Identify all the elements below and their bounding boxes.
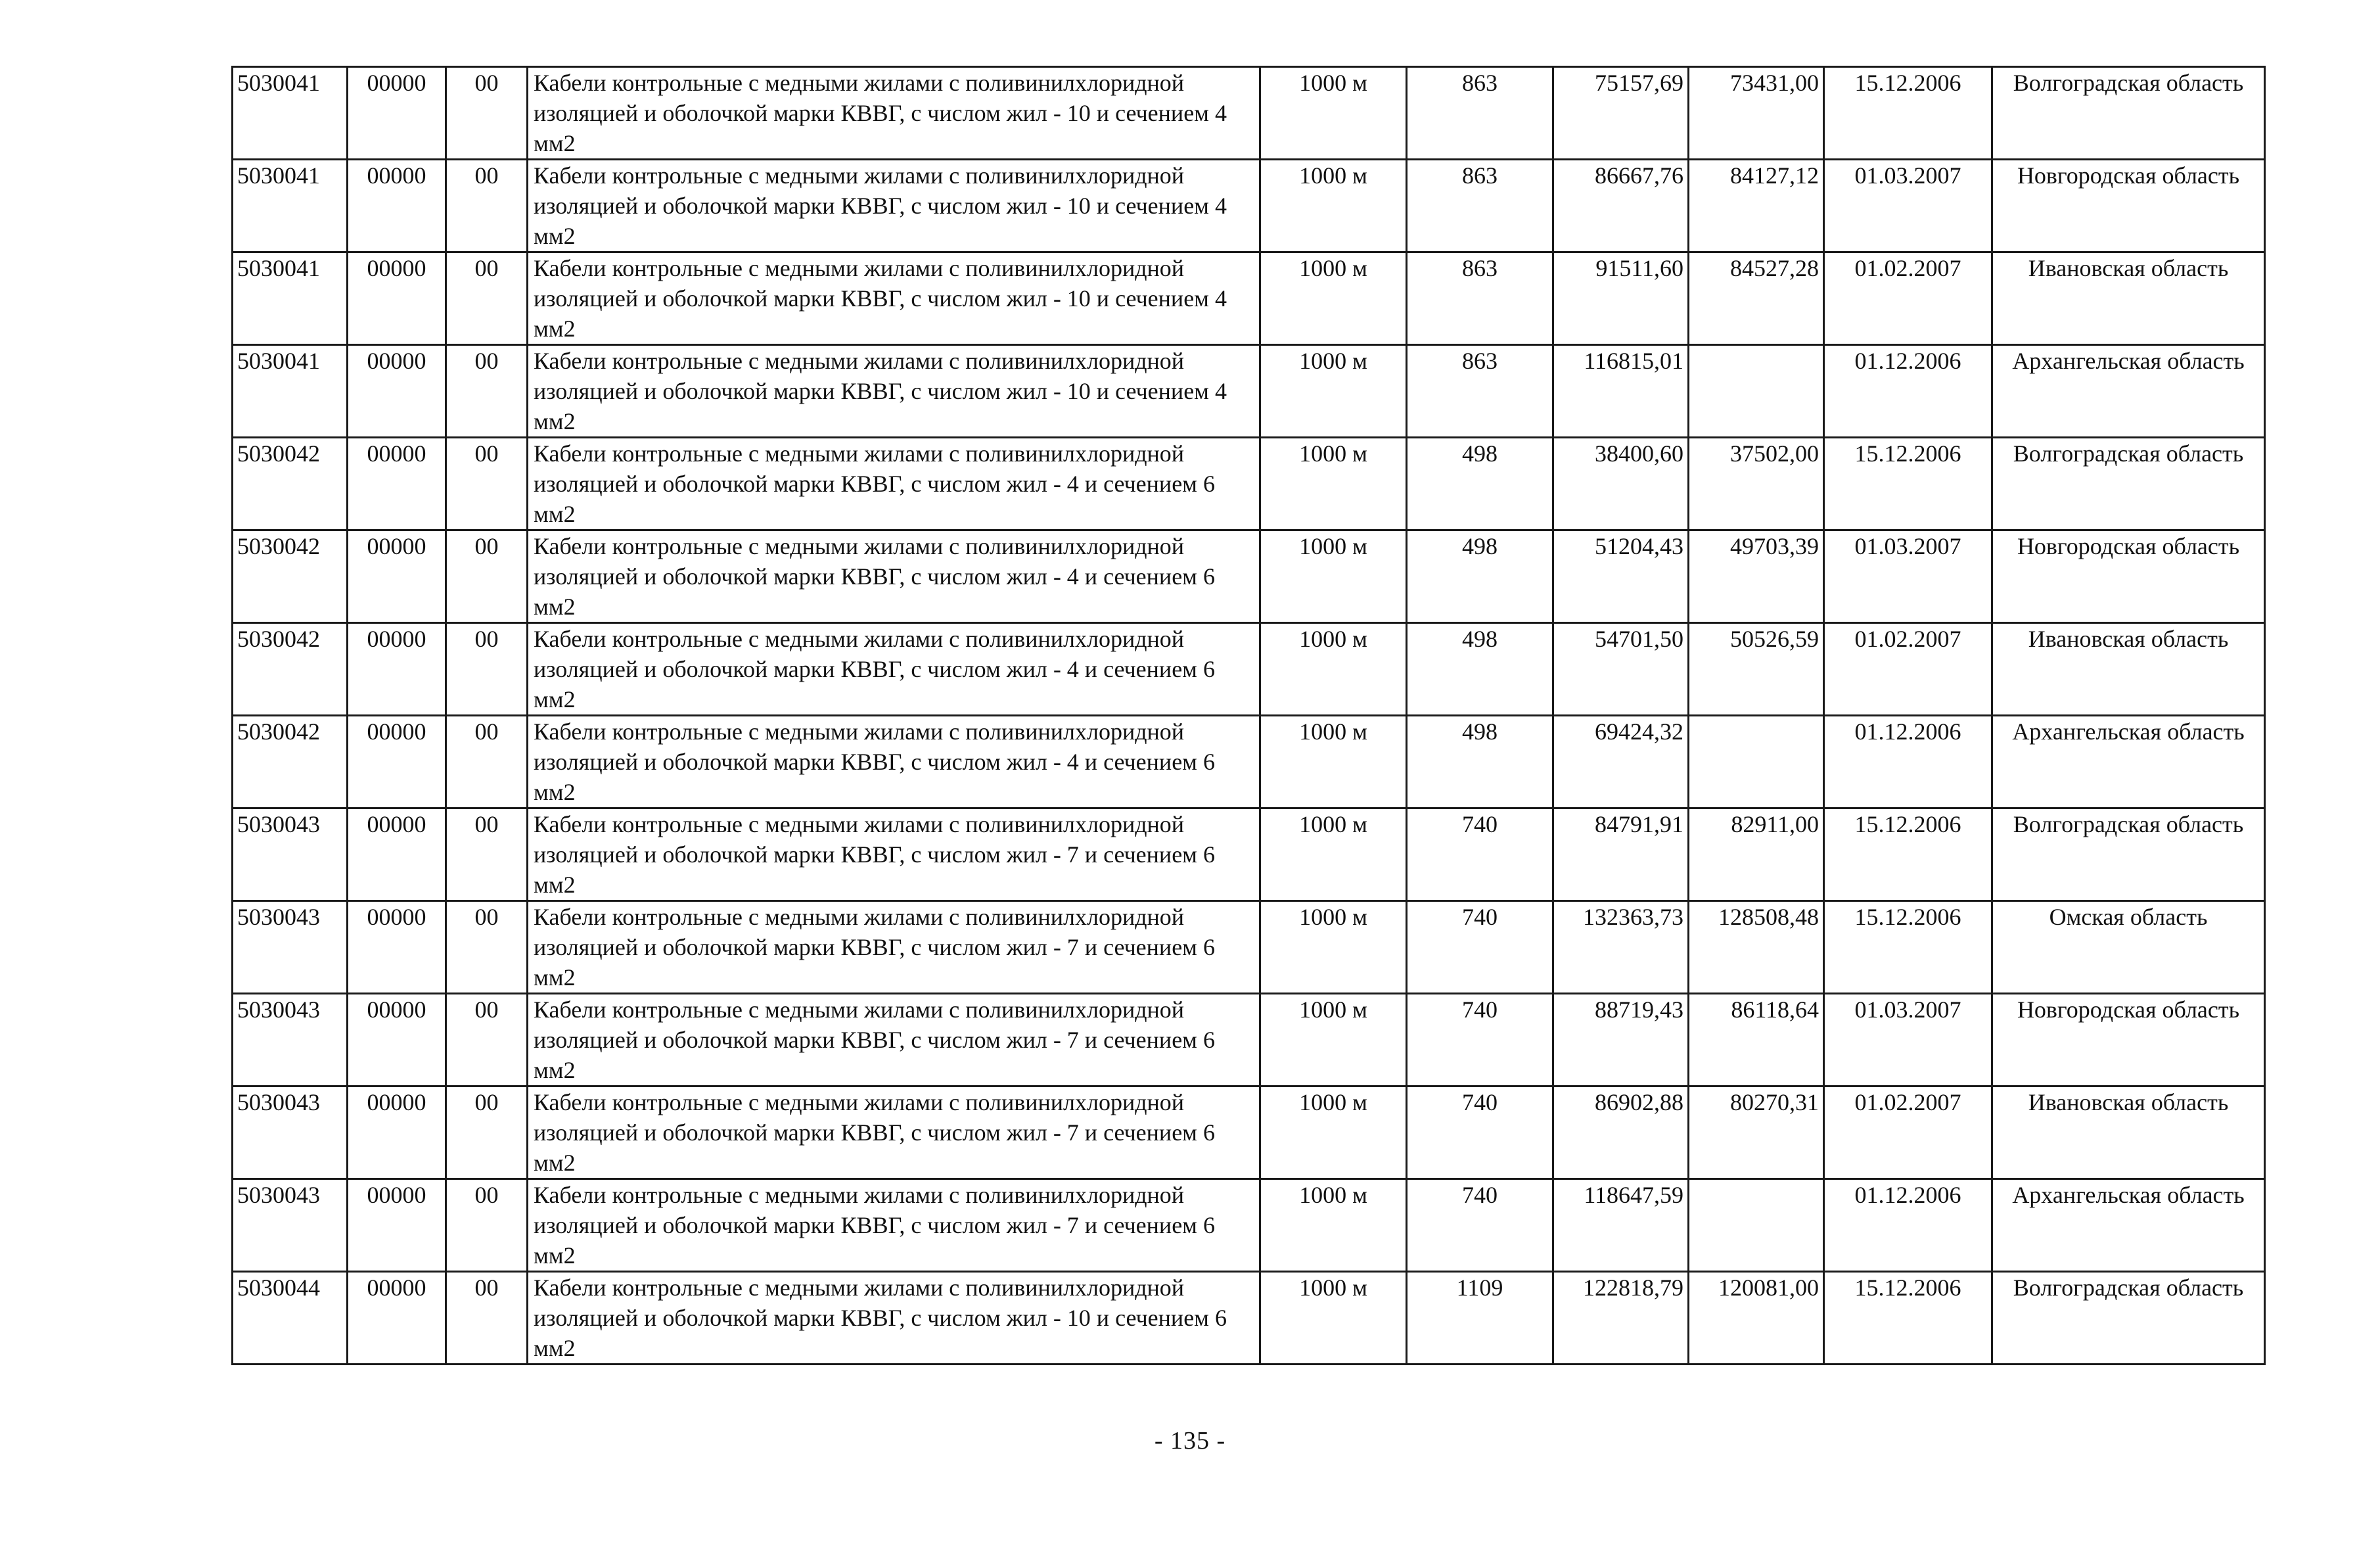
table-row	[233, 530, 2265, 623]
date-cell: 01.03.2007	[1824, 994, 1992, 1086]
unit-cell: 1000 м	[1260, 530, 1407, 623]
product-name-cell: Кабели контрольные с медными жилами с поливинилхлоридной изоляцией и оболочкой марки КВВГ, с числом жил - 10 и сечением 6 мм2	[528, 1272, 1260, 1365]
sub-code-cell: 00000	[348, 530, 446, 623]
table-row	[233, 716, 2265, 808]
table-body	[233, 67, 2265, 1365]
ext-code-cell: 00	[446, 901, 528, 994]
ext-code-cell: 00	[446, 623, 528, 716]
table-row	[233, 901, 2265, 994]
product-name-cell: Кабели контрольные с медными жилами с поливинилхлоридной изоляцией и оболочкой марки КВВГ, с числом жил - 4 и сечением 6 мм2	[528, 438, 1260, 530]
date-cell: 01.03.2007	[1824, 160, 1992, 252]
price-cell: 54701,50	[1553, 623, 1689, 716]
unit-cell: 1000 м	[1260, 1086, 1407, 1179]
unit-cell: 1000 м	[1260, 438, 1407, 530]
ext-code-cell: 00	[446, 160, 528, 252]
product-name-cell: Кабели контрольные с медными жилами с поливинилхлоридной изоляцией и оболочкой марки КВВГ, с числом жил - 10 и сечением 4 мм2	[528, 345, 1260, 438]
ext-code-cell: 00	[446, 1179, 528, 1272]
product-name-cell: Кабели контрольные с медными жилами с поливинилхлоридной изоляцией и оболочкой марки КВВГ, с числом жил - 4 и сечением 6 мм2	[528, 716, 1260, 808]
table-row	[233, 160, 2265, 252]
table-row	[233, 994, 2265, 1086]
product-name-cell: Кабели контрольные с медными жилами с поливинилхлоридной изоляцией и оболочкой марки КВВГ, с числом жил - 10 и сечением 4 мм2	[528, 67, 1260, 160]
ext-code-cell: 00	[446, 252, 528, 345]
sub-code-cell: 00000	[348, 808, 446, 901]
price-alt-cell	[1689, 716, 1824, 808]
region-cell: Новгородская область	[1992, 160, 2265, 252]
price-cell: 116815,01	[1553, 345, 1689, 438]
table-row	[233, 623, 2265, 716]
price-alt-cell: 86118,64	[1689, 994, 1824, 1086]
unit-cell: 1000 м	[1260, 1272, 1407, 1365]
sub-code-cell: 00000	[348, 160, 446, 252]
price-cell: 118647,59	[1553, 1179, 1689, 1272]
ext-code-cell: 00	[446, 716, 528, 808]
unit-code-cell: 740	[1407, 901, 1553, 994]
unit-code-cell: 863	[1407, 345, 1553, 438]
price-alt-cell: 50526,59	[1689, 623, 1824, 716]
price-alt-cell	[1689, 1179, 1824, 1272]
unit-cell: 1000 м	[1260, 67, 1407, 160]
price-alt-cell: 73431,00	[1689, 67, 1824, 160]
unit-code-cell: 498	[1407, 623, 1553, 716]
price-cell: 132363,73	[1553, 901, 1689, 994]
region-cell: Ивановская область	[1992, 1086, 2265, 1179]
date-cell: 15.12.2006	[1824, 67, 1992, 160]
unit-cell: 1000 м	[1260, 994, 1407, 1086]
unit-cell: 1000 м	[1260, 623, 1407, 716]
sub-code-cell: 00000	[348, 716, 446, 808]
ext-code-cell: 00	[446, 808, 528, 901]
sub-code-cell: 00000	[348, 1272, 446, 1365]
price-alt-cell: 120081,00	[1689, 1272, 1824, 1365]
sub-code-cell: 00000	[348, 1179, 446, 1272]
table-row	[233, 252, 2265, 345]
unit-code-cell: 740	[1407, 994, 1553, 1086]
table-row	[233, 1179, 2265, 1272]
price-cell: 91511,60	[1553, 252, 1689, 345]
sub-code-cell: 00000	[348, 438, 446, 530]
sub-code-cell: 00000	[348, 901, 446, 994]
ext-code-cell: 00	[446, 345, 528, 438]
product-code-cell: 5030044	[233, 1272, 348, 1365]
date-cell: 01.12.2006	[1824, 716, 1992, 808]
unit-cell: 1000 м	[1260, 901, 1407, 994]
sub-code-cell: 00000	[348, 67, 446, 160]
region-cell: Ивановская область	[1992, 623, 2265, 716]
date-cell: 01.12.2006	[1824, 1179, 1992, 1272]
price-alt-cell	[1689, 345, 1824, 438]
unit-code-cell: 498	[1407, 716, 1553, 808]
product-code-cell: 5030043	[233, 901, 348, 994]
sub-code-cell: 00000	[348, 994, 446, 1086]
price-cell: 51204,43	[1553, 530, 1689, 623]
price-alt-cell: 128508,48	[1689, 901, 1824, 994]
ext-code-cell: 00	[446, 1086, 528, 1179]
unit-cell: 1000 м	[1260, 345, 1407, 438]
price-cell: 88719,43	[1553, 994, 1689, 1086]
product-name-cell: Кабели контрольные с медными жилами с поливинилхлоридной изоляцией и оболочкой марки КВВГ, с числом жил - 10 и сечением 4 мм2	[528, 252, 1260, 345]
price-alt-cell: 49703,39	[1689, 530, 1824, 623]
region-cell: Новгородская область	[1992, 530, 2265, 623]
unit-cell: 1000 м	[1260, 252, 1407, 345]
unit-cell: 1000 м	[1260, 716, 1407, 808]
date-cell: 01.03.2007	[1824, 530, 1992, 623]
region-cell: Новгородская область	[1992, 994, 2265, 1086]
unit-code-cell: 863	[1407, 252, 1553, 345]
region-cell: Волгоградская область	[1992, 808, 2265, 901]
product-code-cell: 5030043	[233, 808, 348, 901]
table-row	[233, 1086, 2265, 1179]
product-code-cell: 5030042	[233, 530, 348, 623]
sub-code-cell: 00000	[348, 345, 446, 438]
date-cell: 15.12.2006	[1824, 1272, 1992, 1365]
product-code-cell: 5030043	[233, 1086, 348, 1179]
region-cell: Архангельская область	[1992, 1179, 2265, 1272]
ext-code-cell: 00	[446, 1272, 528, 1365]
date-cell: 01.02.2007	[1824, 1086, 1992, 1179]
product-code-cell: 5030043	[233, 1179, 348, 1272]
region-cell: Волгоградская область	[1992, 67, 2265, 160]
product-name-cell: Кабели контрольные с медными жилами с поливинилхлоридной изоляцией и оболочкой марки КВВГ, с числом жил - 7 и сечением 6 мм2	[528, 808, 1260, 901]
price-alt-cell: 80270,31	[1689, 1086, 1824, 1179]
date-cell: 15.12.2006	[1824, 808, 1992, 901]
product-name-cell: Кабели контрольные с медными жилами с поливинилхлоридной изоляцией и оболочкой марки КВВГ, с числом жил - 10 и сечением 4 мм2	[528, 160, 1260, 252]
region-cell: Архангельская область	[1992, 716, 2265, 808]
price-cell: 38400,60	[1553, 438, 1689, 530]
product-name-cell: Кабели контрольные с медными жилами с поливинилхлоридной изоляцией и оболочкой марки КВВГ, с числом жил - 4 и сечением 6 мм2	[528, 530, 1260, 623]
product-code-cell: 5030041	[233, 160, 348, 252]
price-cell: 86902,88	[1553, 1086, 1689, 1179]
price-cell: 86667,76	[1553, 160, 1689, 252]
product-code-cell: 5030042	[233, 623, 348, 716]
ext-code-cell: 00	[446, 438, 528, 530]
product-code-cell: 5030041	[233, 252, 348, 345]
sub-code-cell: 00000	[348, 252, 446, 345]
product-code-cell: 5030043	[233, 994, 348, 1086]
unit-code-cell: 863	[1407, 67, 1553, 160]
product-code-cell: 5030042	[233, 716, 348, 808]
unit-cell: 1000 м	[1260, 160, 1407, 252]
ext-code-cell: 00	[446, 67, 528, 160]
price-alt-cell: 84127,12	[1689, 160, 1824, 252]
region-cell: Омская область	[1992, 901, 2265, 994]
date-cell: 01.12.2006	[1824, 345, 1992, 438]
unit-code-cell: 740	[1407, 1179, 1553, 1272]
product-code-cell: 5030041	[233, 67, 348, 160]
price-cell: 122818,79	[1553, 1272, 1689, 1365]
table-row	[233, 438, 2265, 530]
table-row	[233, 345, 2265, 438]
ext-code-cell: 00	[446, 530, 528, 623]
price-table	[231, 66, 2266, 1365]
region-cell: Ивановская область	[1992, 252, 2265, 345]
product-name-cell: Кабели контрольные с медными жилами с поливинилхлоридной изоляцией и оболочкой марки КВВГ, с числом жил - 7 и сечением 6 мм2	[528, 1179, 1260, 1272]
price-cell: 69424,32	[1553, 716, 1689, 808]
table-row	[233, 1272, 2265, 1365]
product-code-cell: 5030042	[233, 438, 348, 530]
table-row	[233, 808, 2265, 901]
product-name-cell: Кабели контрольные с медными жилами с поливинилхлоридной изоляцией и оболочкой марки КВВГ, с числом жил - 4 и сечением 6 мм2	[528, 623, 1260, 716]
unit-code-cell: 863	[1407, 160, 1553, 252]
sub-code-cell: 00000	[348, 1086, 446, 1179]
ext-code-cell: 00	[446, 994, 528, 1086]
product-name-cell: Кабели контрольные с медными жилами с поливинилхлоридной изоляцией и оболочкой марки КВВГ, с числом жил - 7 и сечением 6 мм2	[528, 994, 1260, 1086]
price-alt-cell: 37502,00	[1689, 438, 1824, 530]
price-cell: 84791,91	[1553, 808, 1689, 901]
date-cell: 15.12.2006	[1824, 901, 1992, 994]
price-alt-cell: 82911,00	[1689, 808, 1824, 901]
region-cell: Волгоградская область	[1992, 438, 2265, 530]
unit-cell: 1000 м	[1260, 1179, 1407, 1272]
table-row	[233, 67, 2265, 160]
date-cell: 15.12.2006	[1824, 438, 1992, 530]
unit-code-cell: 1109	[1407, 1272, 1553, 1365]
price-alt-cell: 84527,28	[1689, 252, 1824, 345]
unit-code-cell: 740	[1407, 1086, 1553, 1179]
product-name-cell: Кабели контрольные с медными жилами с поливинилхлоридной изоляцией и оболочкой марки КВВГ, с числом жил - 7 и сечением 6 мм2	[528, 901, 1260, 994]
product-code-cell: 5030041	[233, 345, 348, 438]
region-cell: Волгоградская область	[1992, 1272, 2265, 1365]
date-cell: 01.02.2007	[1824, 623, 1992, 716]
unit-code-cell: 498	[1407, 438, 1553, 530]
product-name-cell: Кабели контрольные с медными жилами с поливинилхлоридной изоляцией и оболочкой марки КВВГ, с числом жил - 7 и сечением 6 мм2	[528, 1086, 1260, 1179]
unit-cell: 1000 м	[1260, 808, 1407, 901]
region-cell: Архангельская область	[1992, 345, 2265, 438]
page-number: - 135 -	[1154, 1427, 1226, 1455]
date-cell: 01.02.2007	[1824, 252, 1992, 345]
price-cell: 75157,69	[1553, 67, 1689, 160]
unit-code-cell: 498	[1407, 530, 1553, 623]
sub-code-cell: 00000	[348, 623, 446, 716]
unit-code-cell: 740	[1407, 808, 1553, 901]
